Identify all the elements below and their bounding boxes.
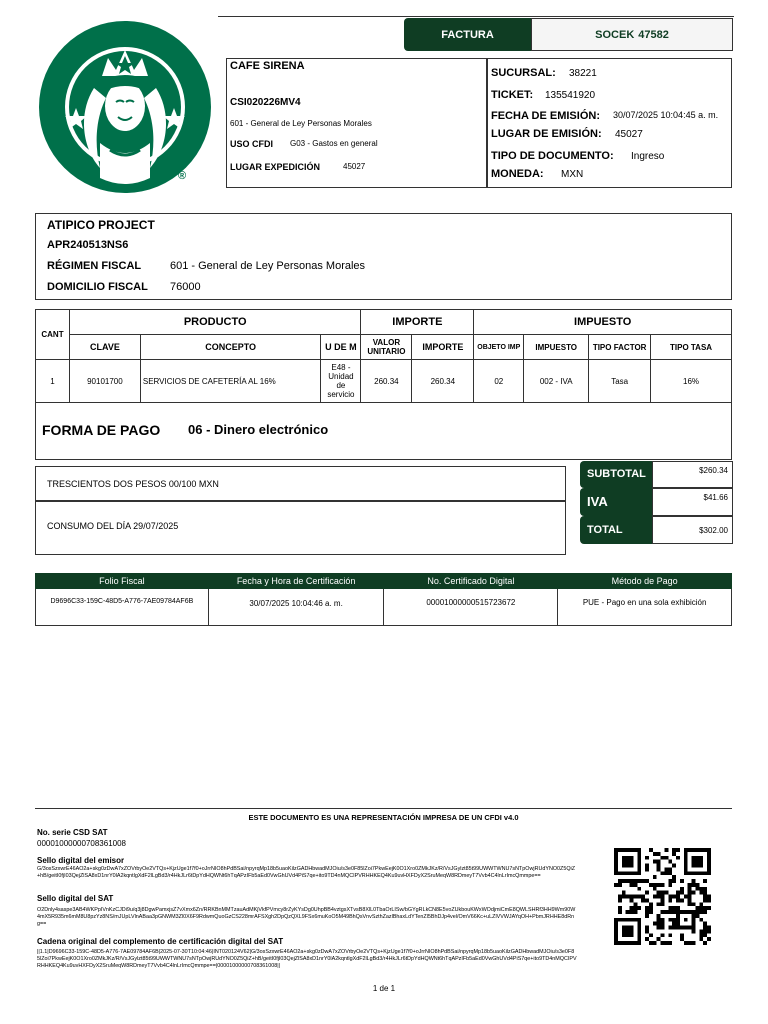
qr-code (614, 848, 711, 945)
amount-words: TRESCIENTOS DOS PESOS 00/100 MXN (47, 479, 219, 489)
sucursal-label: SUCURSAL: (491, 67, 556, 79)
invoice-folio (531, 18, 733, 51)
uso-cfdi-label: USO CFDI (230, 139, 274, 149)
fecha-emision-label: FECHA DE EMISIÓN: (491, 110, 600, 122)
ticket-label: TICKET: (491, 89, 534, 101)
forma-pago-value: 06 - Dinero electrónico (188, 422, 329, 437)
col-valor-unitario: VALOR UNITARIO (361, 335, 412, 360)
receiver-name: ATIPICO PROJECT (47, 218, 155, 232)
lugar-expedicion-label: LUGAR EXPEDICIÓN (230, 162, 321, 172)
lugar-expedicion-value: 45027 (343, 162, 366, 171)
footer-divider (35, 808, 732, 809)
registered-mark-icon: ® (178, 170, 187, 182)
forma-pago-label: FORMA DE PAGO (42, 422, 161, 438)
subtotal-label: SUBTOTAL (580, 461, 652, 488)
cadena-label: Cadena original del complemento de certificación digital del SAT (37, 937, 284, 946)
table-row (36, 589, 732, 626)
tipo-documento-value: Ingreso (631, 151, 665, 162)
sello-sat-label: Sello digital del SAT (37, 894, 114, 903)
serie-label: SOCEK (595, 28, 635, 41)
metodo-pago-value: PUE - Pago en una sola exhibición (558, 589, 732, 626)
receiver-regimen-label: RÉGIMEN FISCAL (47, 260, 142, 272)
moneda-label: MONEDA: (491, 168, 544, 180)
issuer-regimen: 601 - General de Ley Personas Morales (230, 119, 372, 128)
sello-emisor-label: Sello digital del emisor (37, 856, 125, 865)
receiver-regimen-value: 601 - General de Ley Personas Morales (170, 260, 366, 272)
lugar-emision-value: 45027 (615, 129, 643, 140)
col-producto: PRODUCTO (69, 310, 360, 335)
invoice-title: FACTURA (404, 18, 531, 51)
issuer-rfc: CSI020226MV4 (230, 97, 301, 108)
col-impuesto-group: IMPUESTO (474, 310, 732, 335)
subtotal-value: $260.34 (652, 461, 733, 488)
col-udem: U DE M (321, 335, 361, 360)
invoice-info-box (487, 58, 732, 188)
issuer-name: CAFE SIRENA (230, 60, 305, 72)
fecha-certificacion-value: 30/07/2025 10:04:46 a. m. (208, 589, 384, 626)
certification-table (35, 573, 732, 626)
sello-sat-value: O2Dnly4saspe3AB4WKPpIVnKzCJDi9u/q3j8DgwPamxjsZ7vXmx6Zn/RRKBnMMTzauAdMKjVkfPVmcy8rZyKYsDg0UhpBB4vztgsXTvsB8XlL0TbaOrLISw/bGYgRLkCN8E5voZUkbouKWxWOdjmiCmE8QWLSHRf3HH9Wm90W4mX5R935m6mM8U8pzYz8NS/mJUpLVlnABaa3pGNWM3Zl0X6F9RdwmQuoGzCS228mrAFSXgh2DpQzQXL9FSx6muKoO5M49BhQsVnvSzthZazlBhaxLdYTenZl5BhDJp4vel/OmV66Kc+uLZlVVWJAYqOH+PbmJRHHE8dRng== (37, 907, 576, 927)
sucursal-value: 38221 (569, 68, 597, 79)
iva-value: $41.66 (652, 488, 733, 516)
invoice-header-bar (218, 16, 734, 17)
receiver-domicilio-value: 76000 (170, 281, 201, 293)
serie-csd-value: 00001000000708361008 (37, 839, 126, 848)
col-impuesto: IMPUESTO (524, 335, 589, 360)
folio-number: 47582 (638, 28, 669, 41)
payment-box (35, 402, 732, 460)
col-importe-group: IMPORTE (361, 310, 474, 335)
sello-emisor-value: G/3osSzxwrE46AO2a+skg0zDwA7xZOVrbyOe2VTQs+KjzUge1f7f0+oJrrNIO8hPdBSai/npyrqMp18b5uaoKilzGADHbwadMJOiu/s3e0F85lZoi7PkwEejK0O1Xro0ZMkJKz/R/VsJGylzt85t99UWWTWNU7sNTpOwjRUdYNO0Z5QiZ+hB/geitI0fjI03QejZlSA8xD1nrY0lA2kqntlgXdF2lLgBd3/r4HkJLr6tDpYdHQWNt6hTqAPzIFb5aEd0VwGhUVd4PiS7qe+ito9TD4nMQCIPVRHHKEQ4Ku9uvHXFDyX2SruMeqW8RDmeyT7Vvb4C4lnLrImcQmmpe== (37, 866, 576, 879)
col-cant: CANT (36, 310, 70, 360)
iva-label: IVA (580, 488, 652, 516)
tipo-documento-label: TIPO DE DOCUMENTO: (491, 150, 614, 162)
moneda-value: MXN (561, 169, 584, 180)
col-clave: CLAVE (69, 335, 140, 360)
cert-header-metodo: Método de Pago (558, 574, 732, 589)
receiver-rfc: APR240513NS6 (47, 239, 129, 251)
col-importe: IMPORTE (412, 335, 474, 360)
col-tipo-tasa: TIPO TASA (651, 335, 732, 360)
cert-header-folio: Folio Fiscal (36, 574, 209, 589)
cadena-value: ||1.1|D9696C33-159C-48D5-A776-7AE09784AF6B|2025-07-30T10:04:46|INT020124V62|G/3osSzxwrE46AO2a+skg0zDwA7xZOVrbyOe2VTQs+KjzUge1f7f0+oJrrNIO8hPdBSai/npyrqMp18b5uaoKilzGADHbwadMJOiu/s3e0F85lZoi7PkwEejK0O1Xro0ZMkJKz/R/VsJGylzt85t99UWWTWNU7sNTpOwjRUdYNO0Z5QiZ+hB/geitI0fjI03QejZlSA8xD1nrY0lA2kqntlgXdF2lLgBd3/r4HkJLr6tDpYdHQWNt6hTqAPzIFb5aEd0VwGhUVd4PiS7qe+ito9TD4nMQCIPVRHHKEQ4Ku9uvHXFDyX2SruMeqW8RDmeyT7Vvb4C4lnLrImcQmmpe==|00001000000708361008|| (37, 949, 577, 969)
receiver-box (35, 213, 732, 300)
table-row: 1 90101700 SERVICIOS DE CAFETERÍA AL 16% E48 - Unidad de servicio 260.34 260.34 02 002 - IVA Tasa 16% (36, 360, 732, 403)
serie-csd-label: No. serie CSD SAT (37, 828, 108, 837)
col-concepto: CONCEPTO (140, 335, 321, 360)
consumo-text: CONSUMO DEL DÍA 29/07/2025 (47, 521, 179, 531)
cert-header-certificado: No. Certificado Digital (384, 574, 558, 589)
total-label: TOTAL (580, 516, 652, 544)
amount-words-box (35, 466, 566, 501)
lugar-emision-label: LUGAR DE EMISIÓN: (491, 128, 602, 140)
col-objeto-imp: OBJETO IMP (474, 335, 524, 360)
uso-cfdi-value: G03 - Gastos en general (290, 139, 378, 148)
folio-fiscal-value: D9696C33-159C-48D5-A776-7AE09784AF6B (36, 589, 209, 626)
cfdi-notice: ESTE DOCUMENTO ES UNA REPRESENTACIÓN IMPRESA DE UN CFDI v4.0 (248, 813, 519, 822)
items-table (35, 309, 732, 403)
certificado-value: 00001000000515723672 (384, 589, 558, 626)
page-number: 1 de 1 (372, 984, 396, 993)
issuer-box (226, 58, 487, 188)
total-value: $302.00 (652, 516, 733, 544)
receiver-domicilio-label: DOMICILIO FISCAL (47, 281, 148, 293)
consumo-box (35, 501, 566, 555)
cert-header-fecha: Fecha y Hora de Certificación (208, 574, 384, 589)
brand-logo (36, 18, 214, 196)
ticket-value: 135541920 (545, 90, 596, 101)
fecha-emision-value: 30/07/2025 10:04:45 a. m. (613, 110, 719, 120)
col-tipo-factor: TIPO FACTOR (589, 335, 651, 360)
